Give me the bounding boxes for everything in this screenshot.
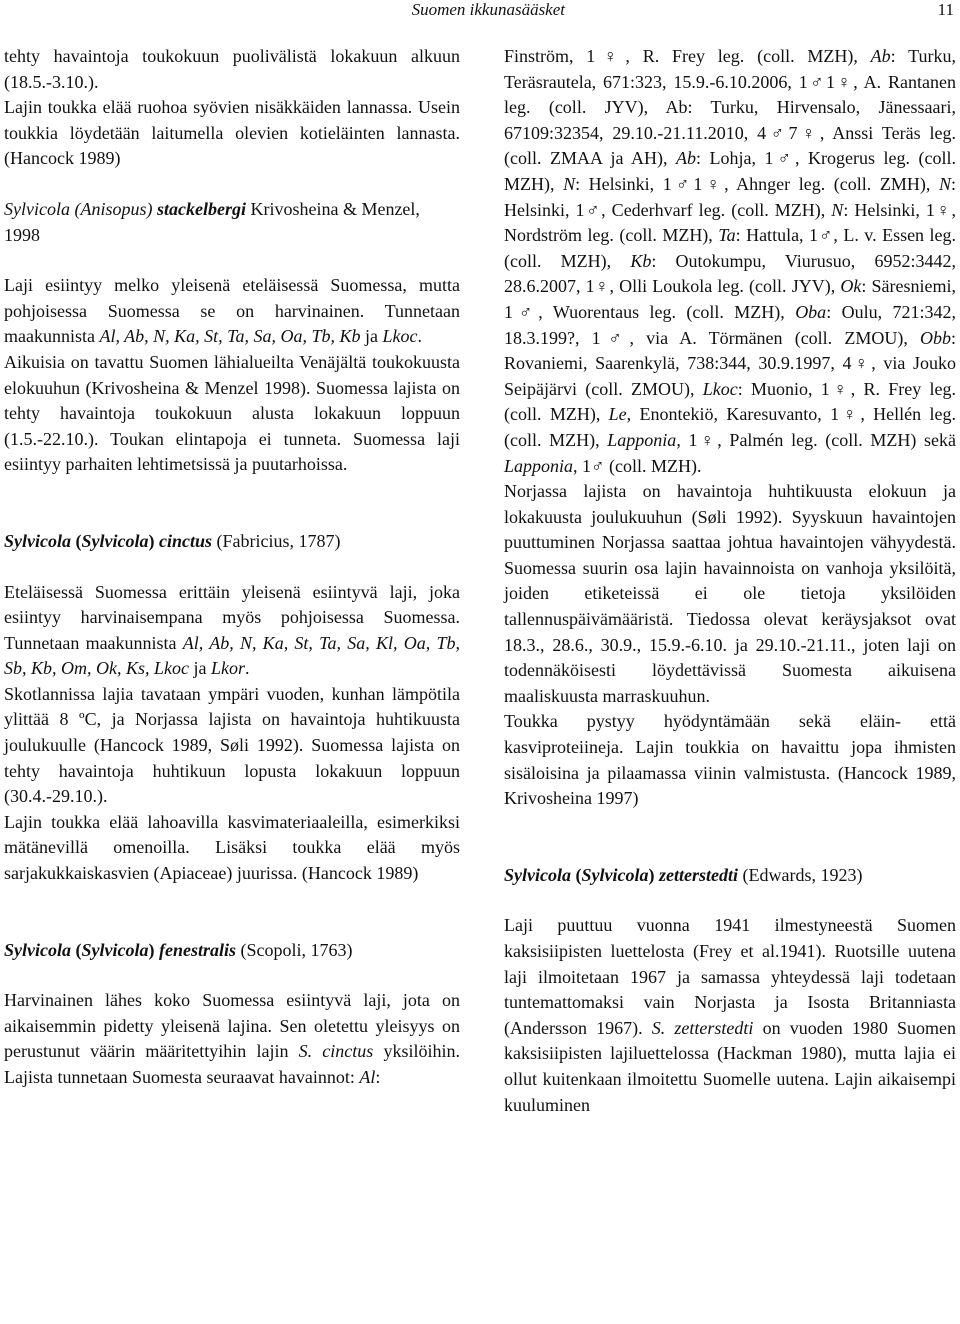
subgenus-name: Sylvicola <box>581 864 649 885</box>
page-header <box>0 0 960 28</box>
species-name: zetterstedti <box>658 864 738 885</box>
paragraph: tehty havaintoja toukokuun puolivälistä lokakuun alkuun (18.5.-3.10.). <box>4 46 460 92</box>
species-name: fenestralis <box>158 939 236 960</box>
paragraph: Aikuisia on tavattu Suomen lähialueilta Venäjältä toukokuusta elokuuhun (Krivosheina & Menzel 1998). Suomessa lajista on tehty havaintoja toukokuun alusta lokakuun loppuun (1.5.-22.10.). Toukan elintapoja ei tunneta. Suomessa laji esiintyy parhaiten lehtimetsissä ja puutarhoissa. <box>4 351 460 475</box>
species-heading: Sylvicola (Sylvicola) zetterstedti (Edwards, 1923) <box>504 864 863 885</box>
subgenus-name: Sylvicola <box>81 939 149 960</box>
paragraph: Toukka pystyy hyödyntämään sekä eläin- että kasviproteiineja. Lajin toukkia on havaittu jopa ihmisten sisäloisina ja pilaamassa viinin valmistusta. (Hancock 1989, Krivosheina 1997) <box>504 711 956 809</box>
page-number: 11 <box>937 0 954 19</box>
species-name: cinctus <box>158 530 212 551</box>
species-heading: Sylvicola (Sylvicola) cinctus (Fabricius, 1787) <box>4 530 341 551</box>
author-citation: Krivosheina & Menzel, 1998 <box>4 198 420 245</box>
running-title: Suomen ikkunasääsket <box>411 0 565 19</box>
genus-name: Sylvicola <box>4 939 71 960</box>
paragraph: Lajin toukka elää lahoavilla kasvimateriaaleilla, esimerkiksi mätänevillä omenoilla. Lisäksi toukka elää myös sarjakukkaiskasvien (Apiaceae) juurissa. (Hancock 1989) <box>4 811 460 884</box>
subgenus-name: (Anisopus) <box>74 198 153 219</box>
genus-name: Sylvicola <box>4 198 70 219</box>
species-name: stackelbergi <box>156 198 246 219</box>
species-heading: Sylvicola (Sylvicola) fenestralis (Scopoli, 1763) <box>4 939 353 960</box>
right-column <box>504 44 956 1118</box>
paragraph: Finström, 1♀, R. Frey leg. (coll. MZH), Ab: Turku, Teräsrautela, 671:323, 15.9.-6.10.2006, 1♂1♀, A. Rantanen leg. (coll. JYV), Ab: Turku, Hirvensalo, Jänessaari, 67109:32354, 29.10.-21.11.2010, 4♂7♀, Anssi Teräs leg. (coll. ZMAA ja AH), Ab: Lohja, 1♂, Krogerus leg. (coll. MZH), N: Helsinki, 1♂1♀, Ahnger leg. (coll. ZMH), N: Helsinki, 1♂, Cederhvarf leg. (coll. MZH), N: Helsinki, 1♀, Nordström leg. (coll. MZH), Ta: Hattula, 1♂, L. v. Essen leg. (coll. MZH), Kb: Outokumpu, Viurusuo, 6952:3442, 28.6.2007, 1♀, Olli Loukola leg. (coll. JYV), Ok: Säresniemi, 1♂, Wuorentaus leg. (coll. MZH), Oba: Oulu, 721:342, 18.3.199?, 1♂, via A. Törmänen (coll. ZMOU), Obb: Rovaniemi, Saarenkylä, 738:344, 30.9.1997, 4♀, via Jouko Seipäjärvi (coll. ZMOU), Lkoc: Muonio, 1♀, R. Frey leg. (coll. MZH), Le, Enontekiö, Karesuvanto, 1♀, Hellén leg. (coll. MZH), Lapponia, 1♀, Palmén leg. (coll. MZH) sekä Lapponia, 1♂ (coll. MZH). <box>504 46 957 476</box>
paragraph: Harvinainen lähes koko Suomessa esiintyvä laji, jota on aikaisemmin pidetty yleisenä lajina. Sen oletettu yleisyys on perustunut väärin määritettyihin lajin S. cinctus yksilöihin. Lajista tunnetaan Suomesta seuraavat havainnot: Al: <box>4 990 460 1087</box>
author-citation: (Scopoli, 1763) <box>235 939 353 960</box>
paragraph: Lajin toukka elää ruohoa syövien nisäkkäiden lannassa. Usein toukkia löydetään laitumella olevien kotieläinten lannasta. (Hancock 1989) <box>4 97 460 169</box>
author-citation: (Edwards, 1923) <box>737 864 863 885</box>
paragraph: Eteläisessä Suomessa erittäin yleisenä esiintyvä laji, joka esiintyy harvinaisempana myös pohjoisessa Suomessa. Tunnetaan maakunnista Al, Ab, N, Ka, St, Ta, Sa, Kl, Oa, Tb, Sb, Kb, Om, Ok, Ks, Lkoc ja Lkor. <box>4 581 460 679</box>
genus-name: Sylvicola <box>4 530 71 551</box>
genus-name: Sylvicola <box>504 864 571 885</box>
paragraph: Skotlannissa lajia tavataan ympäri vuoden, kunhan lämpötila ylittää 8 ºC, ja Norjassa lajista on havaintoja huhtikuusta joulukuulle (Hancock 1989, Søli 1992). Suomessa lajista on tehty havaintoja huhtikuun lopusta lokakuun loppuun (30.4.-29.10.). <box>4 683 460 807</box>
species-heading <box>4 197 460 248</box>
author-citation: (Fabricius, 1787) <box>211 530 341 551</box>
paragraph: Laji puuttuu vuonna 1941 ilmestyneestä Suomen kaksisiipisten luettelosta (Frey et al.1941). Ruotsille uutena laji ilmoitetaan 1967 ja samassa yhteydessä laji todetaan tuntemattomaksi vain Norjasta ja Isosta Britanniasta (Andersson 1967). S. zetterstedti on vuoden 1980 Suomen kaksisiipisten lajiluettelossa (Hackman 1980), mutta lajia ei ollut kuitenkaan ilmoitettu Suomelle uutena. Lajin aikaisempi kuuluminen <box>504 915 956 1115</box>
paragraph: Norjassa lajista on havaintoja huhtikuusta elokuun ja lokakuusta joulukuuhun (Søli 1992). Syyskuun havaintojen puuttuminen Norjassa saattaa johtua havaintojen vähyydestä. Suomessa suurin osa lajin havainnoista on vanhoja yksilöitä, joiden etiketeissä ei ole tietoja yksilöiden tallennuspäivämääristä. Tiedossa olevat keräysjaksot ovat 18.3., 28.6., 30.9., 15.9.-6.10. ja 29.10.-21.11., joten laji on todennäköisesti löydettävissä Suomesta aikuisena maaliskuusta marraskuuhun. <box>504 481 956 706</box>
left-column <box>4 44 460 1091</box>
subgenus-name: Sylvicola <box>81 530 149 551</box>
paragraph: Laji esiintyy melko yleisenä eteläisessä Suomessa, mutta pohjoisessa Suomessa se on harvinainen. Tunnetaan maakunnista Al, Ab, N, Ka, St, Ta, Sa, Oa, Tb, Kb ja Lkoc. <box>4 275 460 347</box>
